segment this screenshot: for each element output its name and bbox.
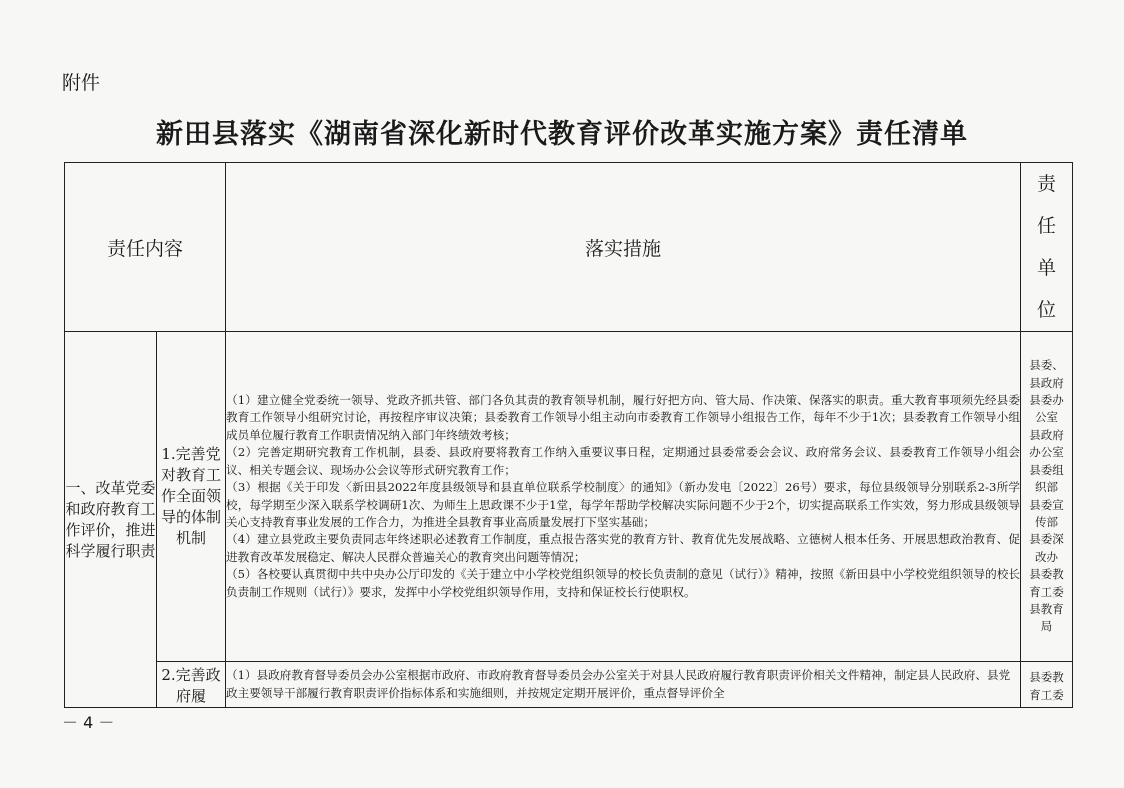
- measures-cell: （1）县政府教育督导委员会办公室根据市政府、市政府教育督导委员会办公室关于对县人民政府履行教育职责评价相关文件精神，制定县人民政府、县党政主要领导干部履行教育职责评价指标体系和实施细则，并按规定定期开展评价，重点督导评价全: [226, 662, 1021, 708]
- unit-line: 传部: [1035, 514, 1059, 529]
- header-unit-char: 责: [1037, 173, 1057, 195]
- header-unit: [1021, 163, 1073, 332]
- measure-item: （3）根据《关于印发〈新田县2022年度县级领导和县直单位联系学校制度〉的通知》（新办发电〔2022〕26号）要求，每位县级领导分别联系2-3所学校，每学期至少深入联系学校调研1次、为师生上思政课不少于1堂，每学年帮助学校解决实际问题不少于2个，切实提高联系工作实效，努力形成县级领导关心支持教育事业发展的工作合力，为推进全县教育事业高质量发展打下坚实基础；: [226, 480, 1021, 529]
- header-unit-char: 位: [1037, 299, 1057, 321]
- unit-line: 局: [1040, 619, 1053, 634]
- page-number: － 4 －: [62, 713, 115, 732]
- header-content: 责任内容: [65, 163, 226, 332]
- header-row: [65, 163, 1073, 332]
- header-unit-char: 任: [1037, 215, 1057, 237]
- unit-line: 县政府: [1029, 427, 1064, 442]
- unit-line: 县委宣: [1029, 497, 1064, 512]
- unit-line: 县委办: [1029, 393, 1064, 408]
- unit-line: 县委深: [1029, 532, 1064, 547]
- table-row: [65, 332, 1073, 662]
- measure-item: （4）建立县党政主要负责同志年终述职必述教育工作制度，重点报告落实党的教育方针、教育优先发展战略、立德树人根本任务、开展思想政治教育、促进教育改革发展稳定、解决人民群众普遍关心的教育突出问题等情况；: [226, 532, 1021, 564]
- unit-line: 县委教: [1029, 670, 1064, 685]
- category-cell: 一、改革党委和政府教育工作评价，推进科学履行职责: [65, 332, 157, 708]
- unit-line: 县委、: [1029, 358, 1064, 373]
- unit-line: 育工委: [1029, 584, 1064, 599]
- unit-line: 县委组: [1029, 462, 1064, 477]
- measure-item: （5）各校要认真贯彻中共中央办公厅印发的《关于建立中小学校党组织领导的校长负责制的意见（试行）》精神，按照《新田县中小学校党组织领导的校长负责制工作规则（试行）》要求，发挥中小学校党组织领导作用，支持和保证校长行使职权。: [226, 567, 1021, 599]
- units-cell: [1021, 662, 1073, 708]
- unit-line: 公室: [1035, 410, 1059, 425]
- document-title: 新田县落实《湖南省深化新时代教育评价改革实施方案》责任清单: [156, 119, 968, 150]
- responsibility-table: [64, 162, 1073, 708]
- header-unit-char: 单: [1037, 257, 1057, 279]
- units-cell: [1021, 332, 1073, 662]
- unit-line: 办公室: [1029, 445, 1064, 460]
- header-measures: 落实措施: [226, 163, 1021, 332]
- unit-line: 县教育: [1029, 601, 1064, 616]
- unit-line: 县政府: [1029, 375, 1064, 390]
- subcategory-cell: 2.完善政府履: [157, 662, 226, 708]
- unit-line: 改办: [1035, 549, 1059, 564]
- measures-cell: [226, 332, 1021, 662]
- subcategory-cell: 1.完善党对教育工作全面领导的体制机制: [157, 332, 226, 662]
- unit-line: 县委教: [1029, 567, 1064, 582]
- measure-item: （2）完善定期研究教育工作机制，县委、县政府要将教育工作纳入重要议事日程，定期通过县委常委会会议、政府常务会议、县委教育工作领导小组会议、相关专题会议、现场办公会议等形式研究教育工作；: [226, 445, 1021, 477]
- unit-line: 织部: [1035, 480, 1059, 495]
- measure-item: （1）建立健全党委统一领导、党政齐抓共管、部门各负其责的教育领导机制，履行好把方向、管大局、作决策、保落实的职责。重大教育事项须先经县委教育工作领导小组研究讨论，再按程序审议决策；县委教育工作领导小组主动向市委教育工作领导小组报告工作，每年不少于1次；县委教育工作领导小组成员单位履行教育工作职责情况纳入部门年终绩效考核；: [226, 393, 1021, 442]
- unit-line: 育工委: [1029, 687, 1064, 702]
- attachment-label: 附件: [62, 72, 101, 94]
- table-row: [65, 662, 1073, 708]
